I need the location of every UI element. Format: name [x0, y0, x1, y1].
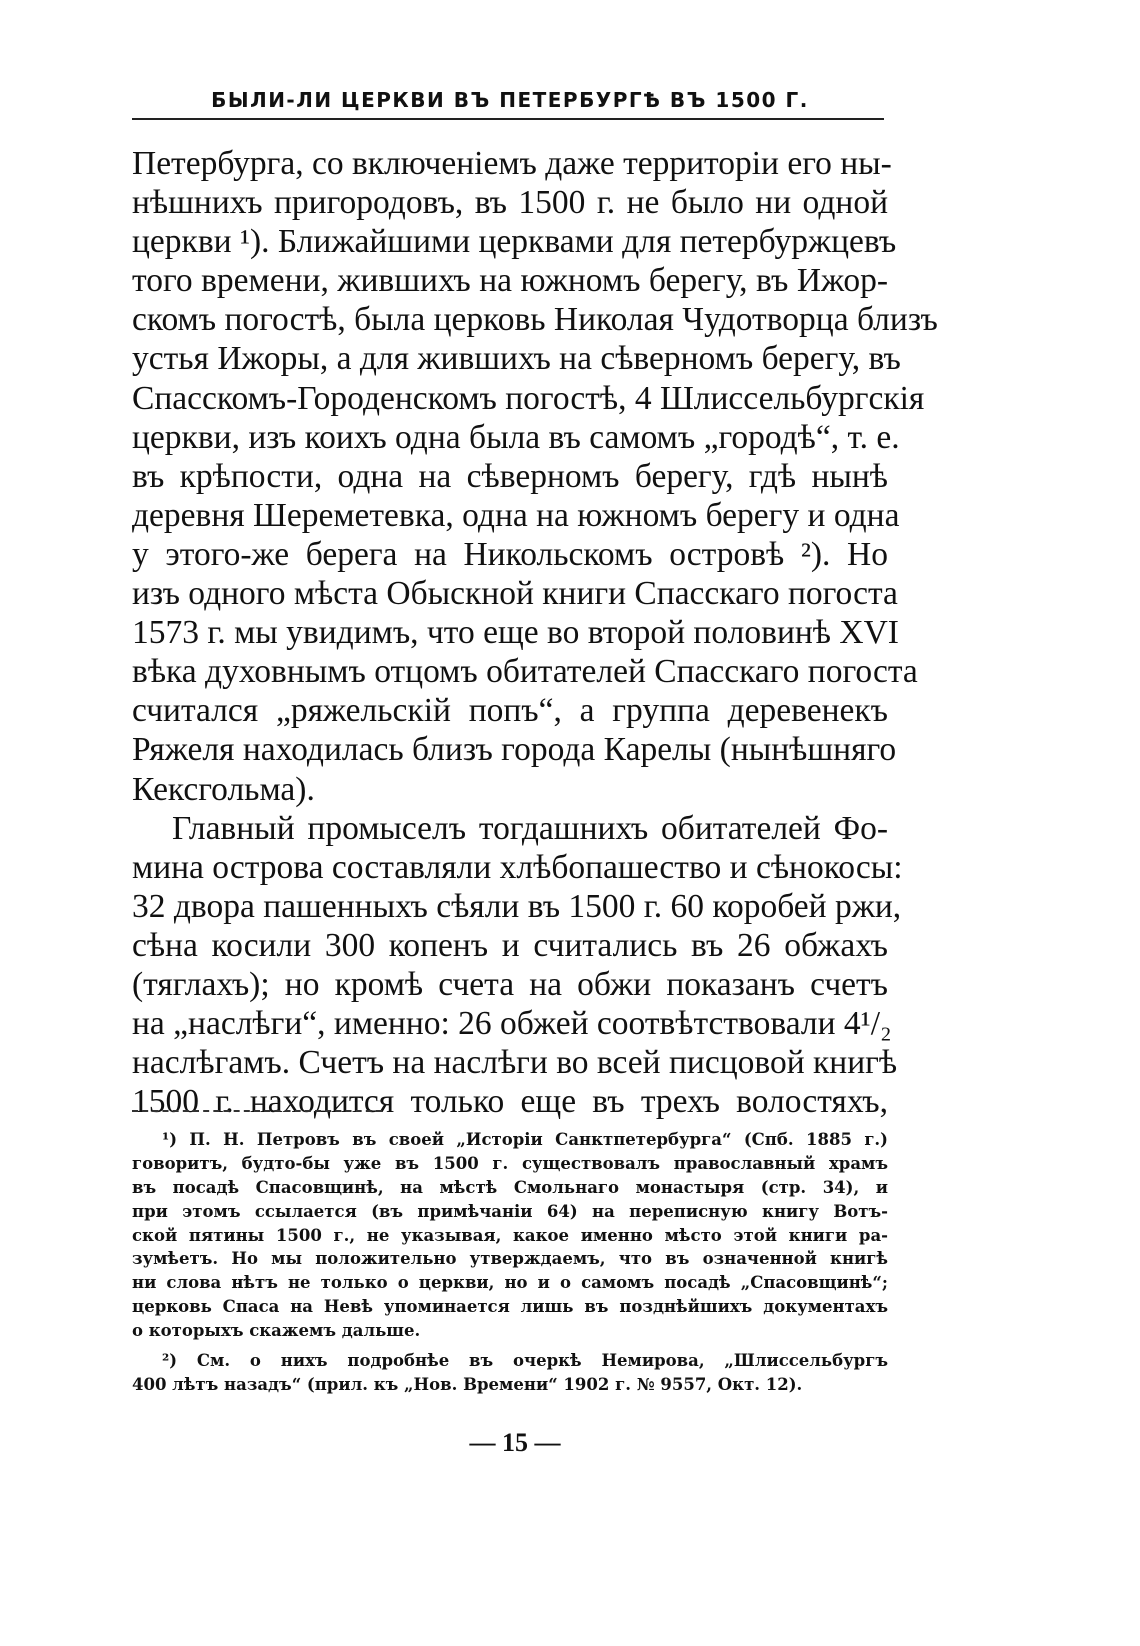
body-line: того времени, жившихъ на южномъ берегу, въ Ижор-	[132, 262, 888, 300]
body-line: Кексгольма).	[132, 770, 315, 808]
body-line: вѣка духовнымъ отцомъ обитателей Спасскаго погоста	[132, 653, 918, 691]
body-line: 1500 г. находится только еще въ трехъ волостяхъ,	[132, 1083, 888, 1121]
body-line: церкви, изъ коихъ одна была въ самомъ „городѣ“, т. е.	[132, 418, 900, 456]
body-line: Ряжеля находилась близъ города Карелы (нынѣшняго	[132, 731, 897, 769]
body-line: мина острова составляли хлѣбопашество и сѣнокосы:	[132, 848, 903, 886]
body-line: нѣшнихъ пригородовъ, въ 1500 г. не было ни одной	[132, 184, 888, 222]
footnote-line: зумѣетъ. Но мы положительно утверждаемъ, что въ означенной книгѣ	[132, 1249, 888, 1269]
running-head: БЫЛИ-ЛИ ЦЕРКВИ ВЪ ПЕТЕРБУРГѢ ВЪ 1500 Г.	[211, 88, 809, 112]
body-line: деревня Шереметевка, одна на южномъ берегу и одна	[132, 496, 900, 534]
body-line: церкви ¹). Ближайшими церквами для петербуржцевъ	[132, 223, 897, 261]
body-line: Петербурга, со включеніемъ даже территоріи его ны-	[132, 145, 892, 182]
body-line: устья Ижоры, а для жившихъ на сѣверномъ берегу, въ	[132, 340, 901, 378]
body-line: Спасскомъ-Городенскомъ погостѣ, 4 Шлиссельбургскія	[132, 379, 925, 417]
body-line: (тяглахъ); но кромѣ счета на обжи показанъ счетъ	[132, 965, 888, 1003]
footnote-line: въ посадѣ Спасовщинѣ, на мѣстѣ Смольнаго монастыря (стр. 34), и	[132, 1177, 888, 1197]
body-line: 1573 г. мы увидимъ, что еще во второй половинѣ XVI	[132, 614, 899, 652]
footnote-line: ни слова нѣтъ не только о церкви, но и о самомъ посадѣ „Спасовщинѣ“;	[132, 1273, 888, 1293]
footnote-line: ской пятины 1500 г., не указывая, какое именно мѣсто этой книги ра-	[132, 1225, 888, 1245]
body-line: скомъ погостѣ, была церковь Николая Чудотворца близъ	[132, 301, 938, 339]
body-line: сѣна косили 300 копенъ и считались въ 26 обжахъ	[132, 926, 888, 964]
body-line: въ крѣпости, одна на сѣверномъ берегу, гдѣ нынѣ	[132, 457, 888, 495]
body-line: наслѣгамъ. Счетъ на наслѣги во всей писцовой книгѣ	[132, 1044, 898, 1082]
body-line: на „наслѣги“, именно: 26 обжей соотвѣтствовали 4¹/₂	[132, 1005, 892, 1043]
body-line: 32 двора пашенныхъ сѣяли въ 1500 г. 60 коробей ржи,	[132, 887, 902, 925]
footnote-line: церковь Спаса на Невѣ упоминается лишь въ позднѣйшихъ документахъ	[132, 1297, 888, 1317]
body-line: у этого-же берега на Никольскомъ островѣ ²). Но	[132, 535, 888, 573]
footnote-line: при этомъ ссылается (въ примѣчаніи 64) на переписную книгу Вотъ-	[132, 1201, 888, 1221]
page-number: — 15 —	[469, 1428, 561, 1457]
footnotes	[132, 1128, 888, 1397]
footnote-rule	[132, 1110, 382, 1112]
body-text	[132, 144, 938, 1121]
body-line: изъ одного мѣста Обыскной книги Спасскаго погоста	[132, 575, 898, 613]
footnote-line: ²) См. о нихъ подробнѣе въ очеркѣ Немирова, „Шлиссельбургъ	[162, 1351, 888, 1371]
footnote-line: говоритъ, будто-бы уже въ 1500 г. существовалъ православный храмъ	[132, 1153, 888, 1173]
header-rule	[132, 118, 884, 120]
body-line: Главный промыселъ тогдашнихъ обитателей Фо-	[172, 809, 888, 847]
footnote-line: о которыхъ скажемъ дальше.	[132, 1321, 421, 1341]
body-line: считался „ряжельскій попъ“, а группа деревенекъ	[132, 692, 888, 730]
footnote-line: 400 лѣтъ назадъ“ (прил. къ „Нов. Времени“ 1902 г. № 9557, Окт. 12).	[132, 1374, 803, 1394]
footnote-line: ¹) П. Н. Петровъ въ своей „Исторіи Санктпетербурга“ (Спб. 1885 г.)	[162, 1130, 888, 1149]
